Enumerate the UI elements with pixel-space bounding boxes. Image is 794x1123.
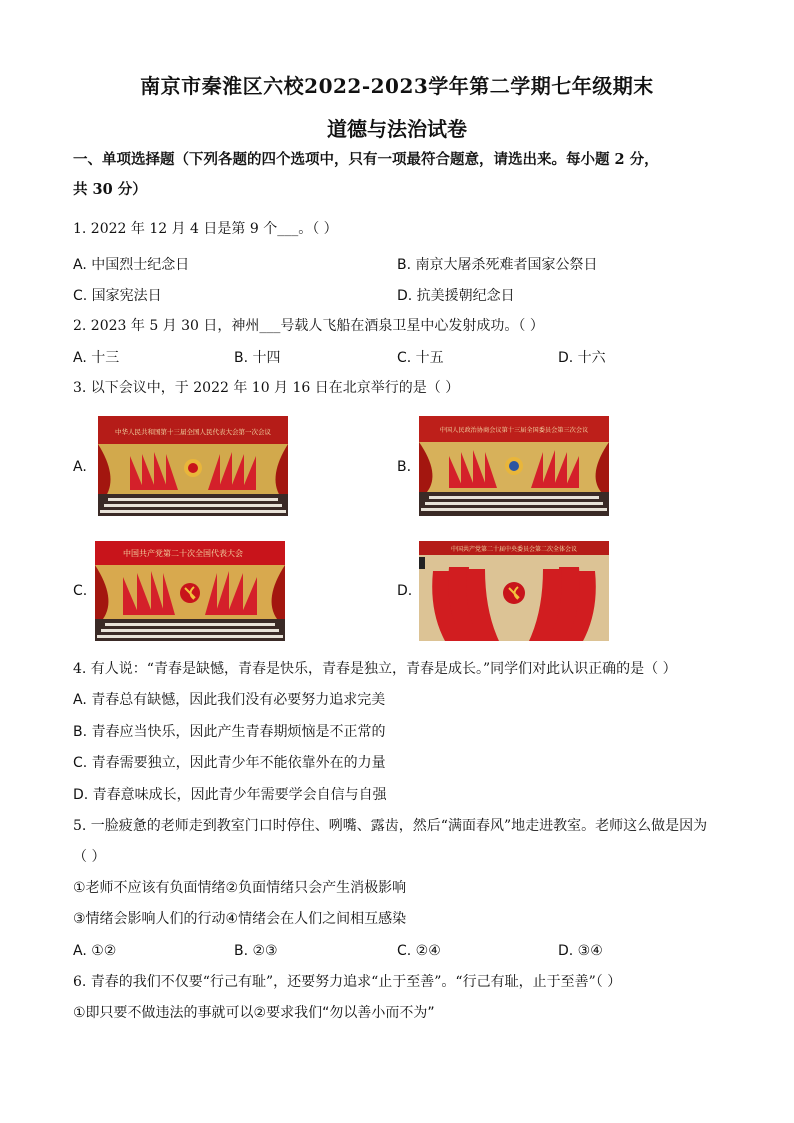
section-heading-line1: 一、单项选择题（下列各题的四个选项中，只有一项最符合题意，请选出来。每小题 2 分， bbox=[73, 151, 659, 168]
question-4-option-b[interactable]: B. 青春应当快乐，因此产生青春期烦恼是不正常的 bbox=[73, 724, 386, 740]
banner-text: 中国共产党第二十届中央委员会第二次全体会议 bbox=[450, 546, 578, 553]
question-3-option-d[interactable]: D. bbox=[397, 583, 413, 599]
cppcc-meeting-photo[interactable] bbox=[419, 416, 609, 516]
question-2-option-d[interactable]: D. 十六 bbox=[558, 350, 606, 366]
banner-text: 中华人民共和国第十三届全国人民代表大会第一次会议 bbox=[115, 428, 271, 436]
question-1-stem: 1. 2022 年 12 月 4 日是第 9 个___。（ ） bbox=[73, 221, 338, 237]
exam-title-line2: 道德与法治试卷 bbox=[327, 117, 467, 141]
question-5-stem: 5. 一脸疲惫的老师走到教室门口时停住、咧嘴、露齿，然后“满面春风”地走进教室。老师这么做是因为 bbox=[73, 818, 708, 834]
question-4-stem: 4. 有人说：“青春是缺憾，青春是快乐，青春是独立，青春是成长。”同学们对此认识正确的是（ ） bbox=[73, 661, 677, 677]
party-congress-photo[interactable] bbox=[95, 541, 285, 641]
question-1-option-d[interactable]: D. 抗美援朝纪念日 bbox=[397, 288, 515, 304]
central-committee-plenum-photo[interactable] bbox=[419, 541, 609, 641]
question-1-option-c[interactable]: C. 国家宪法日 bbox=[73, 288, 162, 304]
question-5-statement-2: ③情绪会影响人们的行动④情绪会在人们之间相互感染 bbox=[73, 911, 407, 927]
npc-meeting-photo[interactable] bbox=[98, 416, 288, 516]
question-6-statement-1: ①即只要不做违法的事就可以②要求我们“勿以善小而不为” bbox=[73, 1005, 435, 1021]
question-4-option-a[interactable]: A. 青春总有缺憾，因此我们没有必要努力追求完美 bbox=[73, 692, 386, 708]
question-3-option-a[interactable]: A. bbox=[73, 459, 87, 475]
question-1-option-b[interactable]: B. 南京大屠杀死难者国家公祭日 bbox=[397, 257, 598, 273]
question-3-option-b[interactable]: B. bbox=[397, 459, 412, 475]
banner-text: 中国共产党第二十次全国代表大会 bbox=[123, 549, 243, 558]
section-heading-line2: 共 30 分） bbox=[73, 181, 147, 198]
question-4-option-c[interactable]: C. 青春需要独立，因此青少年不能依靠外在的力量 bbox=[73, 755, 386, 771]
question-6-stem: 6. 青春的我们不仅要“行己有耻”，还要努力追求“止于至善”。“行己有耻，止于至善”（ ） bbox=[73, 974, 622, 990]
question-5-option-b[interactable]: B. ②③ bbox=[234, 943, 278, 959]
question-5-option-c[interactable]: C. ②④ bbox=[397, 943, 441, 959]
banner-text: 中国人民政治协商会议第十三届全国委员会第三次会议 bbox=[439, 427, 589, 434]
exam-title-line1: 南京市秦淮区六校2022-2023学年第二学期七年级期末 bbox=[140, 74, 654, 98]
question-2-stem: 2. 2023 年 5 月 30 日，神州___号载人飞船在酒泉卫星中心发射成功。（ ） bbox=[73, 318, 544, 334]
question-5-option-a[interactable]: A. ①② bbox=[73, 943, 117, 959]
question-3-stem: 3. 以下会议中，于 2022 年 10 月 16 日在北京举行的是（ ） bbox=[73, 380, 460, 396]
question-4-option-d[interactable]: D. 青春意味成长，因此青少年需要学会自信与自强 bbox=[73, 787, 387, 803]
question-3-option-c[interactable]: C. bbox=[73, 583, 88, 599]
question-5-option-d[interactable]: D. ③④ bbox=[558, 943, 603, 959]
question-5-statement-1: ①老师不应该有负面情绪②负面情绪只会产生消极影响 bbox=[73, 880, 407, 896]
question-5-stem-cont: （ ） bbox=[73, 849, 106, 865]
question-2-option-a[interactable]: A. 十三 bbox=[73, 350, 120, 366]
question-2-option-c[interactable]: C. 十五 bbox=[397, 350, 444, 366]
question-2-option-b[interactable]: B. 十四 bbox=[234, 350, 281, 366]
question-1-option-a[interactable]: A. 中国烈士纪念日 bbox=[73, 257, 190, 273]
